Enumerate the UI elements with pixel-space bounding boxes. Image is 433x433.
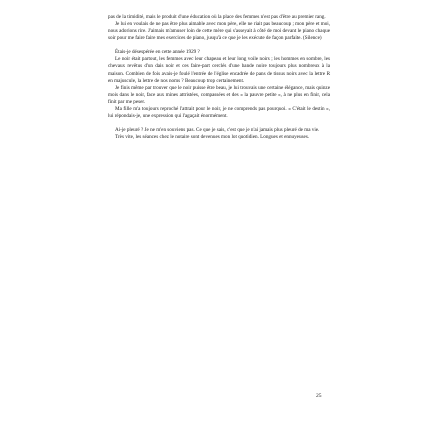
paragraph-2: Je lui en voulais de ne pas être plus aimable avec mon père, elle ne riait pas beaucoup ; mon père et moi, nous adorions rire. J'aimais m'amuser loin de cette mère qui s'asseyait à côté de moi devant le piano chaque soir pour me faire faire mes exercices de piano, jusqu'à ce que je les exécute de façon parfaite. (Silence) — [108, 21, 330, 42]
paragraph-3: Étais-je désespérée en cette année 1929 ? — [115, 49, 200, 56]
body-text — [108, 14, 330, 141]
page-number: 25 — [316, 393, 322, 399]
paragraph-6: Ma fille m'a toujours reproché l'attrait pour le noir, je ne comprends pas pourquoi. « C'était le destin », lui répondais-je, une expression qui l'agaçait énormément. — [108, 105, 330, 120]
paragraph-1: pas de la timidité, mais le produit d'une éducation où la place des femmes n'est pas d'être au premier rang. — [108, 14, 326, 20]
paragraph-5: Je finis même par trouver que le noir puisse être beau, je lui trouvais une certaine élégance, mais quinze mois dans le noir, face aux mines attristées, compassées et des « la pauvre petite », à ne plus en finir, cela finit par me peser. — [108, 84, 330, 105]
paragraph-4: Le noir était partout, les femmes avec leur chapeau et leur long voile noirs ; les hommes en sombre, les chevaux revêtus d'un dais noir et ces faire-part cerclés d'une bande noire toujours plus nombreux à la maison. Combien de fois avais-je foulé l'entrée de l'église encadrée de pans de tissus noirs avec la lettre R en majuscule, la lettre de nos noms ? Beaucoup trop certainement. — [108, 56, 330, 84]
paragraph-7: Ai-je pleuré ? Je ne m'en souviens pas. Ce que je sais, c'est que je n'ai jamais plus pleuré de ma vie. — [115, 127, 320, 134]
paragraph-8: Très vite, les séances chez le notaire sont devenues mon lot quotidien. Longues et ennuyeuses. — [115, 134, 310, 141]
